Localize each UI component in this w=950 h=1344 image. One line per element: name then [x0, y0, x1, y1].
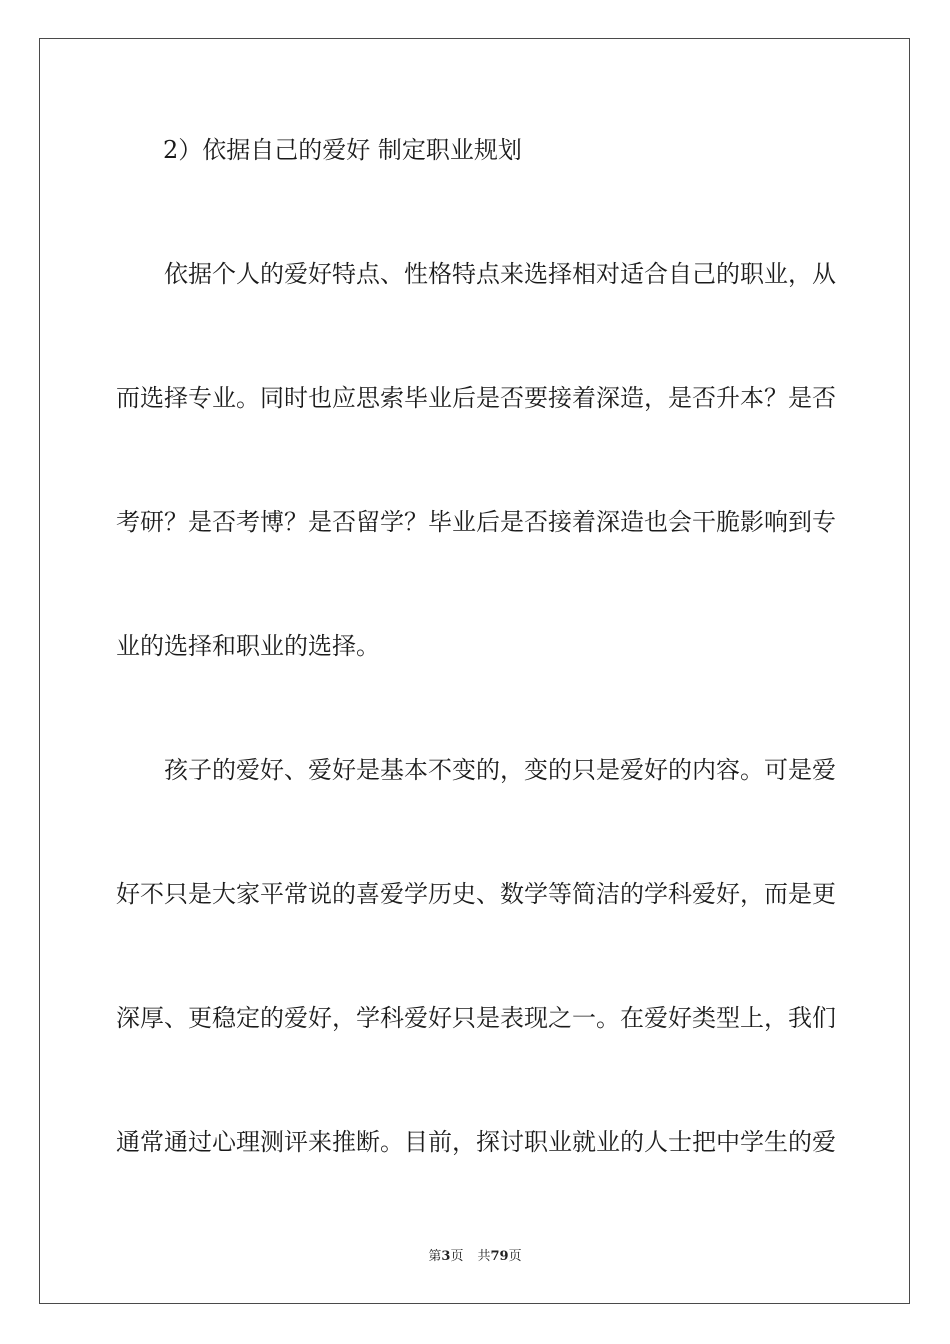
paragraph-1-line-1: 依据个人的爱好特点、性格特点来选择相对适合自己的职业，从 — [164, 260, 836, 288]
paragraph-2-line-3: 深厚、更稳定的爱好，学科爱好只是表现之一。在爱好类型上，我们 — [116, 1004, 836, 1032]
paragraph-2-line-1: 孩子的爱好、爱好是基本不变的，变的只是爱好的内容。可是爱 — [164, 756, 836, 784]
section-heading: 2）依据自己的爱好 制定职业规划 — [163, 136, 522, 164]
page-border — [39, 38, 910, 1304]
page-prefix: 第 — [428, 1249, 442, 1264]
paragraph-2-line-2: 好不只是大家平常说的喜爱学历史、数学等简洁的学科爱好，而是更 — [116, 880, 836, 908]
total-pages: 79 — [490, 1249, 509, 1264]
page-footer — [0, 1248, 950, 1266]
paragraph-1-line-2: 而选择专业。同时也应思索毕业后是否要接着深造，是否升本？是否 — [116, 384, 836, 412]
total-suffix: 页 — [508, 1249, 522, 1264]
paragraph-1-line-3: 考研？是否考博？是否留学？毕业后是否接着深造也会干脆影响到专 — [116, 508, 836, 536]
page-suffix: 页 — [450, 1249, 464, 1264]
page-number: 3 — [441, 1249, 451, 1264]
paragraph-2-line-4: 通常通过心理测评来推断。目前，探讨职业就业的人士把中学生的爱 — [116, 1128, 836, 1156]
total-prefix: 共 — [477, 1249, 491, 1264]
paragraph-1-line-4: 业的选择和职业的选择。 — [116, 632, 380, 660]
